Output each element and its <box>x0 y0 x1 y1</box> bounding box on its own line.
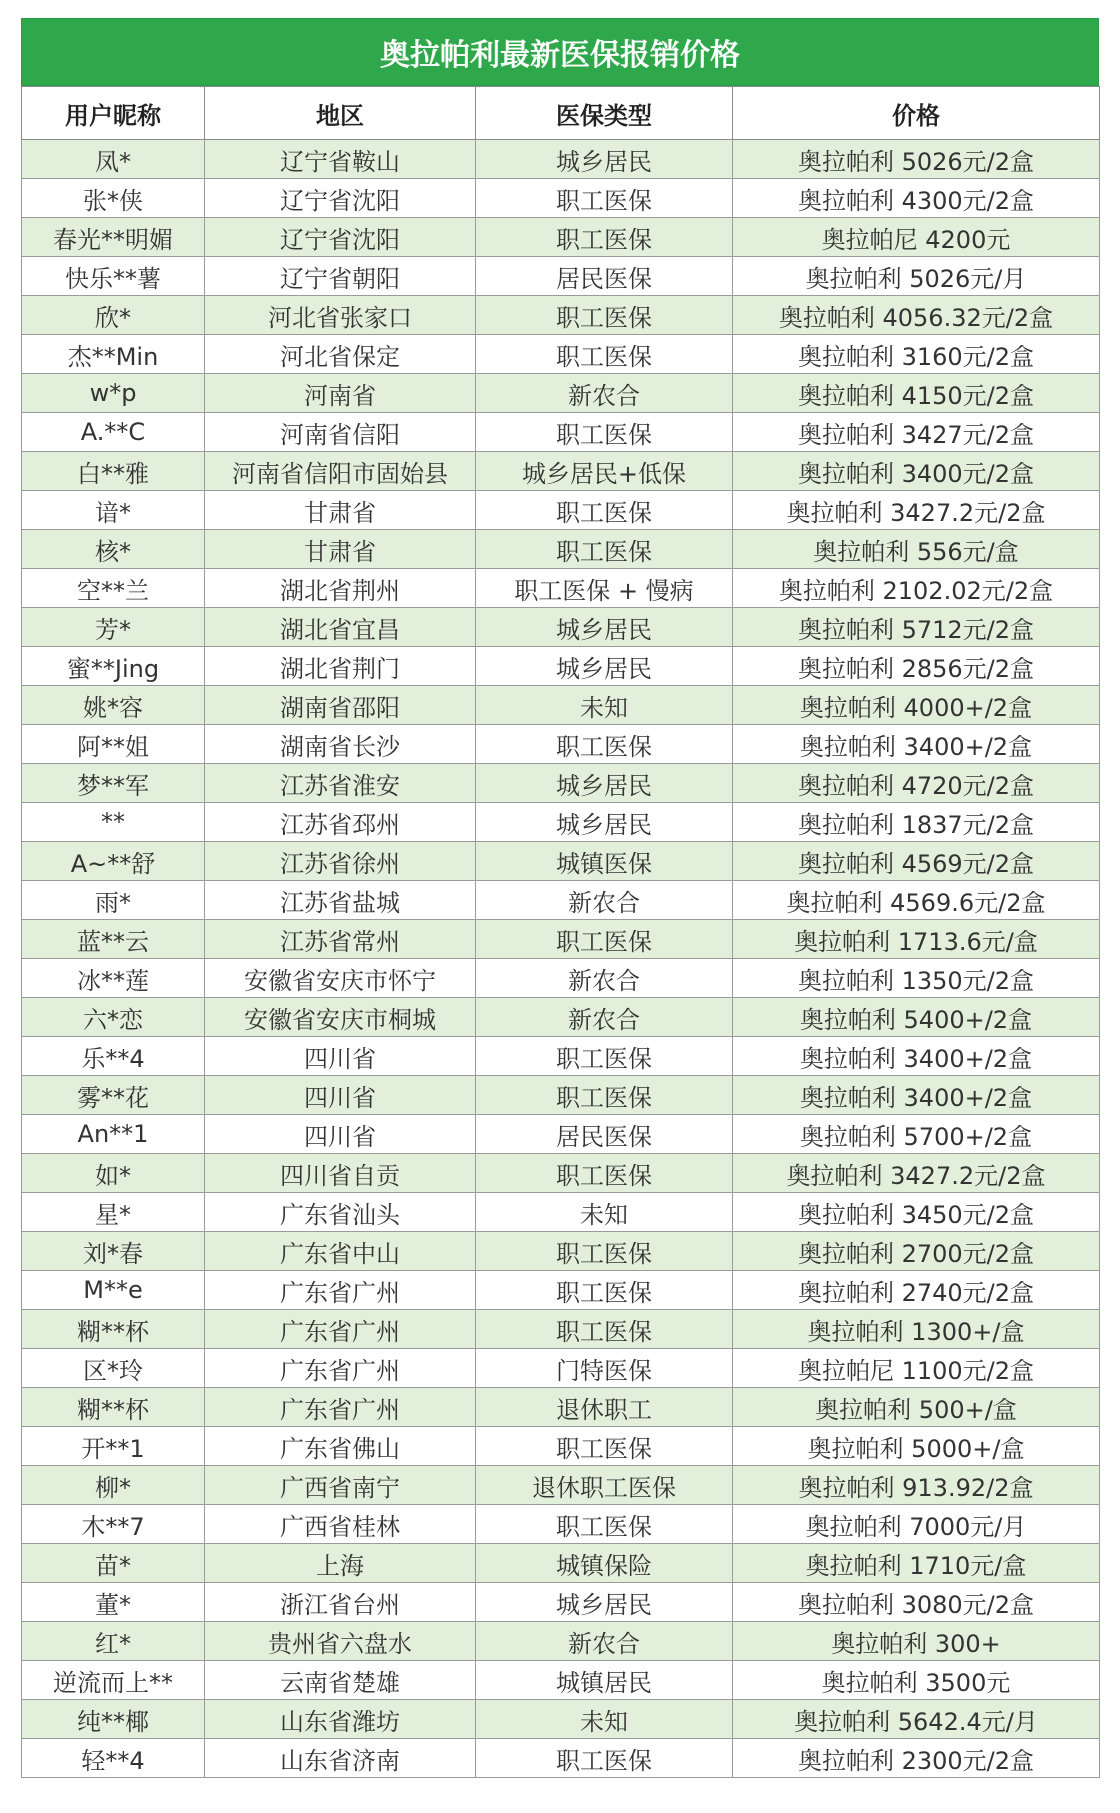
region-cell: 湖南省长沙 <box>205 725 476 764</box>
nickname-cell: 冰**莲 <box>22 959 205 998</box>
price-cell: 奥拉帕利 2740元/2盒 <box>733 1271 1100 1310</box>
nickname-cell: 星* <box>22 1193 205 1232</box>
table-row <box>22 1037 1100 1076</box>
table-row <box>22 1271 1100 1310</box>
insurance-type-cell: 门特医保 <box>476 1349 733 1388</box>
region-cell: 山东省潍坊 <box>205 1700 476 1739</box>
price-cell: 奥拉帕利 4300元/2盒 <box>733 179 1100 218</box>
region-cell: 河北省保定 <box>205 335 476 374</box>
insurance-type-cell: 职工医保 <box>476 1739 733 1778</box>
nickname-cell: 刘*春 <box>22 1232 205 1271</box>
price-cell: 奥拉帕利 3400+/2盒 <box>733 1037 1100 1076</box>
price-cell: 奥拉帕尼 4200元 <box>733 218 1100 257</box>
region-cell: 湖北省荆门 <box>205 647 476 686</box>
region-cell: 广东省广州 <box>205 1310 476 1349</box>
region-cell: 河南省 <box>205 374 476 413</box>
price-cell: 奥拉帕利 3500元 <box>733 1661 1100 1700</box>
nickname-cell: 空**兰 <box>22 569 205 608</box>
table-row <box>22 959 1100 998</box>
insurance-type-cell: 未知 <box>476 1700 733 1739</box>
price-cell: 奥拉帕利 1837元/2盒 <box>733 803 1100 842</box>
insurance-type-cell: 职工医保 <box>476 530 733 569</box>
price-cell: 奥拉帕尼 1100元/2盒 <box>733 1349 1100 1388</box>
column-header-region: 地区 <box>205 87 476 140</box>
price-cell: 奥拉帕利 3160元/2盒 <box>733 335 1100 374</box>
nickname-cell: A.**C <box>22 413 205 452</box>
price-cell: 奥拉帕利 556元/盒 <box>733 530 1100 569</box>
nickname-cell: 梦**军 <box>22 764 205 803</box>
nickname-cell: 红* <box>22 1622 205 1661</box>
price-cell: 奥拉帕利 4569元/2盒 <box>733 842 1100 881</box>
region-cell: 湖北省荆州 <box>205 569 476 608</box>
price-cell: 奥拉帕利 1710元/盒 <box>733 1544 1100 1583</box>
table-row <box>22 1115 1100 1154</box>
table-row <box>22 647 1100 686</box>
insurance-type-cell: 居民医保 <box>476 1115 733 1154</box>
table-row <box>22 1427 1100 1466</box>
table-row <box>22 881 1100 920</box>
table-row <box>22 452 1100 491</box>
insurance-type-cell: 城乡居民 <box>476 1583 733 1622</box>
region-cell: 广西省桂林 <box>205 1505 476 1544</box>
price-cell: 奥拉帕利 1350元/2盒 <box>733 959 1100 998</box>
table-row <box>22 1661 1100 1700</box>
insurance-type-cell: 城镇医保 <box>476 842 733 881</box>
table-row <box>22 1154 1100 1193</box>
table-row <box>22 413 1100 452</box>
column-header-price: 价格 <box>733 87 1100 140</box>
table-body <box>22 140 1100 1778</box>
price-cell: 奥拉帕利 5026元/月 <box>733 257 1100 296</box>
table-row <box>22 1739 1100 1778</box>
table-row <box>22 1076 1100 1115</box>
insurance-type-cell: 新农合 <box>476 959 733 998</box>
table-row <box>22 803 1100 842</box>
insurance-type-cell: 职工医保 <box>476 1271 733 1310</box>
price-cell: 奥拉帕利 3427元/2盒 <box>733 413 1100 452</box>
insurance-type-cell: 职工医保 <box>476 725 733 764</box>
table-row <box>22 491 1100 530</box>
price-sheet <box>21 18 1099 1778</box>
insurance-type-cell: 新农合 <box>476 881 733 920</box>
table-row <box>22 1700 1100 1739</box>
price-cell: 奥拉帕利 3400元/2盒 <box>733 452 1100 491</box>
table-row <box>22 374 1100 413</box>
insurance-type-cell: 职工医保 <box>476 491 733 530</box>
nickname-cell: A~**舒 <box>22 842 205 881</box>
region-cell: 辽宁省沈阳 <box>205 218 476 257</box>
nickname-cell: 逆流而上** <box>22 1661 205 1700</box>
region-cell: 上海 <box>205 1544 476 1583</box>
region-cell: 河南省信阳市固始县 <box>205 452 476 491</box>
insurance-type-cell: 城乡居民 <box>476 764 733 803</box>
price-cell: 奥拉帕利 3450元/2盒 <box>733 1193 1100 1232</box>
insurance-type-cell: 新农合 <box>476 1622 733 1661</box>
table-row <box>22 1544 1100 1583</box>
region-cell: 广东省中山 <box>205 1232 476 1271</box>
insurance-type-cell: 职工医保 <box>476 335 733 374</box>
nickname-cell: 柳* <box>22 1466 205 1505</box>
insurance-type-cell: 职工医保 <box>476 179 733 218</box>
price-cell: 奥拉帕利 4720元/2盒 <box>733 764 1100 803</box>
insurance-type-cell: 职工医保 <box>476 413 733 452</box>
region-cell: 湖南省邵阳 <box>205 686 476 725</box>
nickname-cell: 核* <box>22 530 205 569</box>
nickname-cell: ** <box>22 803 205 842</box>
price-cell: 奥拉帕利 5400+/2盒 <box>733 998 1100 1037</box>
nickname-cell: 春光**明媚 <box>22 218 205 257</box>
nickname-cell: 雾**花 <box>22 1076 205 1115</box>
price-cell: 奥拉帕利 1713.6元/盒 <box>733 920 1100 959</box>
column-header-insurance-type: 医保类型 <box>476 87 733 140</box>
nickname-cell: 轻**4 <box>22 1739 205 1778</box>
region-cell: 江苏省常州 <box>205 920 476 959</box>
insurance-type-cell: 城乡居民 <box>476 803 733 842</box>
nickname-cell: 阿**姐 <box>22 725 205 764</box>
price-cell: 奥拉帕利 3400+/2盒 <box>733 1076 1100 1115</box>
nickname-cell: 芳* <box>22 608 205 647</box>
insurance-type-cell: 新农合 <box>476 998 733 1037</box>
insurance-type-cell: 城镇居民 <box>476 1661 733 1700</box>
table-row <box>22 998 1100 1037</box>
nickname-cell: 如* <box>22 1154 205 1193</box>
insurance-type-cell: 城乡居民 <box>476 140 733 179</box>
nickname-cell: 凤* <box>22 140 205 179</box>
region-cell: 辽宁省沈阳 <box>205 179 476 218</box>
table-row <box>22 530 1100 569</box>
nickname-cell: 纯**椰 <box>22 1700 205 1739</box>
table-row <box>22 725 1100 764</box>
table-row <box>22 1193 1100 1232</box>
region-cell: 湖北省宜昌 <box>205 608 476 647</box>
price-cell: 奥拉帕利 4569.6元/2盒 <box>733 881 1100 920</box>
region-cell: 浙江省台州 <box>205 1583 476 1622</box>
nickname-cell: 开**1 <box>22 1427 205 1466</box>
table-row <box>22 140 1100 179</box>
table-row <box>22 218 1100 257</box>
region-cell: 江苏省盐城 <box>205 881 476 920</box>
nickname-cell: An**1 <box>22 1115 205 1154</box>
nickname-cell: 杰**Min <box>22 335 205 374</box>
price-table <box>21 86 1100 1778</box>
region-cell: 河南省信阳 <box>205 413 476 452</box>
region-cell: 四川省 <box>205 1076 476 1115</box>
region-cell: 甘肃省 <box>205 491 476 530</box>
table-row <box>22 569 1100 608</box>
insurance-type-cell: 职工医保 <box>476 218 733 257</box>
price-cell: 奥拉帕利 3427.2元/2盒 <box>733 491 1100 530</box>
price-cell: 奥拉帕利 300+ <box>733 1622 1100 1661</box>
insurance-type-cell: 职工医保 <box>476 1310 733 1349</box>
table-row <box>22 686 1100 725</box>
insurance-type-cell: 新农合 <box>476 374 733 413</box>
price-cell: 奥拉帕利 2300元/2盒 <box>733 1739 1100 1778</box>
nickname-cell: 蓝**云 <box>22 920 205 959</box>
insurance-type-cell: 居民医保 <box>476 257 733 296</box>
region-cell: 广东省广州 <box>205 1388 476 1427</box>
region-cell: 四川省自贡 <box>205 1154 476 1193</box>
nickname-cell: w*p <box>22 374 205 413</box>
price-cell: 奥拉帕利 500+/盒 <box>733 1388 1100 1427</box>
region-cell: 山东省济南 <box>205 1739 476 1778</box>
price-cell: 奥拉帕利 3400+/2盒 <box>733 725 1100 764</box>
table-row <box>22 179 1100 218</box>
nickname-cell: 张*侠 <box>22 179 205 218</box>
region-cell: 广东省佛山 <box>205 1427 476 1466</box>
table-row <box>22 764 1100 803</box>
nickname-cell: 董* <box>22 1583 205 1622</box>
price-cell: 奥拉帕利 3080元/2盒 <box>733 1583 1100 1622</box>
price-cell: 奥拉帕利 2700元/2盒 <box>733 1232 1100 1271</box>
region-cell: 辽宁省鞍山 <box>205 140 476 179</box>
region-cell: 四川省 <box>205 1037 476 1076</box>
insurance-type-cell: 城镇保险 <box>476 1544 733 1583</box>
sheet-title: 奥拉帕利最新医保报销价格 <box>21 18 1099 86</box>
price-cell: 奥拉帕利 1300+/盒 <box>733 1310 1100 1349</box>
region-cell: 广东省广州 <box>205 1349 476 1388</box>
nickname-cell: 快乐**薯 <box>22 257 205 296</box>
insurance-type-cell: 职工医保 <box>476 1505 733 1544</box>
table-row <box>22 1310 1100 1349</box>
insurance-type-cell: 职工医保 <box>476 1427 733 1466</box>
nickname-cell: 乐**4 <box>22 1037 205 1076</box>
insurance-type-cell: 职工医保 + 慢病 <box>476 569 733 608</box>
nickname-cell: 区*玲 <box>22 1349 205 1388</box>
insurance-type-cell: 职工医保 <box>476 920 733 959</box>
nickname-cell: 谙* <box>22 491 205 530</box>
price-cell: 奥拉帕利 4056.32元/2盒 <box>733 296 1100 335</box>
price-cell: 奥拉帕利 5700+/2盒 <box>733 1115 1100 1154</box>
table-row <box>22 1388 1100 1427</box>
table-row <box>22 335 1100 374</box>
insurance-type-cell: 城乡居民 <box>476 608 733 647</box>
region-cell: 江苏省徐州 <box>205 842 476 881</box>
region-cell: 广西省南宁 <box>205 1466 476 1505</box>
price-cell: 奥拉帕利 4150元/2盒 <box>733 374 1100 413</box>
region-cell: 安徽省安庆市怀宁 <box>205 959 476 998</box>
nickname-cell: 雨* <box>22 881 205 920</box>
table-row <box>22 1232 1100 1271</box>
insurance-type-cell: 职工医保 <box>476 1232 733 1271</box>
insurance-type-cell: 城乡居民 <box>476 647 733 686</box>
insurance-type-cell: 未知 <box>476 1193 733 1232</box>
region-cell: 四川省 <box>205 1115 476 1154</box>
table-row <box>22 296 1100 335</box>
table-row <box>22 1583 1100 1622</box>
insurance-type-cell: 城乡居民+低保 <box>476 452 733 491</box>
nickname-cell: 蜜**Jing <box>22 647 205 686</box>
insurance-type-cell: 未知 <box>476 686 733 725</box>
table-row <box>22 1349 1100 1388</box>
price-cell: 奥拉帕利 5026元/2盒 <box>733 140 1100 179</box>
table-row <box>22 842 1100 881</box>
nickname-cell: 糊**杯 <box>22 1388 205 1427</box>
table-row <box>22 920 1100 959</box>
nickname-cell: 欣* <box>22 296 205 335</box>
region-cell: 贵州省六盘水 <box>205 1622 476 1661</box>
price-cell: 奥拉帕利 5642.4元/月 <box>733 1700 1100 1739</box>
region-cell: 云南省楚雄 <box>205 1661 476 1700</box>
region-cell: 甘肃省 <box>205 530 476 569</box>
table-row <box>22 1622 1100 1661</box>
price-cell: 奥拉帕利 5000+/盒 <box>733 1427 1100 1466</box>
insurance-type-cell: 职工医保 <box>476 1154 733 1193</box>
price-cell: 奥拉帕利 7000元/月 <box>733 1505 1100 1544</box>
nickname-cell: 木**7 <box>22 1505 205 1544</box>
header-row <box>22 87 1100 140</box>
insurance-type-cell: 职工医保 <box>476 1037 733 1076</box>
table-row <box>22 1505 1100 1544</box>
table-row <box>22 257 1100 296</box>
table-row <box>22 1466 1100 1505</box>
nickname-cell: 白**雅 <box>22 452 205 491</box>
region-cell: 辽宁省朝阳 <box>205 257 476 296</box>
nickname-cell: 苗* <box>22 1544 205 1583</box>
price-cell: 奥拉帕利 4000+/2盒 <box>733 686 1100 725</box>
table-row <box>22 608 1100 647</box>
nickname-cell: 六*恋 <box>22 998 205 1037</box>
nickname-cell: 姚*容 <box>22 686 205 725</box>
region-cell: 安徽省安庆市桐城 <box>205 998 476 1037</box>
price-cell: 奥拉帕利 2856元/2盒 <box>733 647 1100 686</box>
price-cell: 奥拉帕利 3427.2元/2盒 <box>733 1154 1100 1193</box>
insurance-type-cell: 职工医保 <box>476 296 733 335</box>
region-cell: 广东省汕头 <box>205 1193 476 1232</box>
price-cell: 奥拉帕利 5712元/2盒 <box>733 608 1100 647</box>
insurance-type-cell: 退休职工 <box>476 1388 733 1427</box>
column-header-nickname: 用户昵称 <box>22 87 205 140</box>
insurance-type-cell: 退休职工医保 <box>476 1466 733 1505</box>
region-cell: 广东省广州 <box>205 1271 476 1310</box>
region-cell: 江苏省邳州 <box>205 803 476 842</box>
region-cell: 江苏省淮安 <box>205 764 476 803</box>
insurance-type-cell: 职工医保 <box>476 1076 733 1115</box>
nickname-cell: M**e <box>22 1271 205 1310</box>
nickname-cell: 糊**杯 <box>22 1310 205 1349</box>
price-cell: 奥拉帕利 2102.02元/2盒 <box>733 569 1100 608</box>
region-cell: 河北省张家口 <box>205 296 476 335</box>
price-cell: 奥拉帕利 913.92/2盒 <box>733 1466 1100 1505</box>
